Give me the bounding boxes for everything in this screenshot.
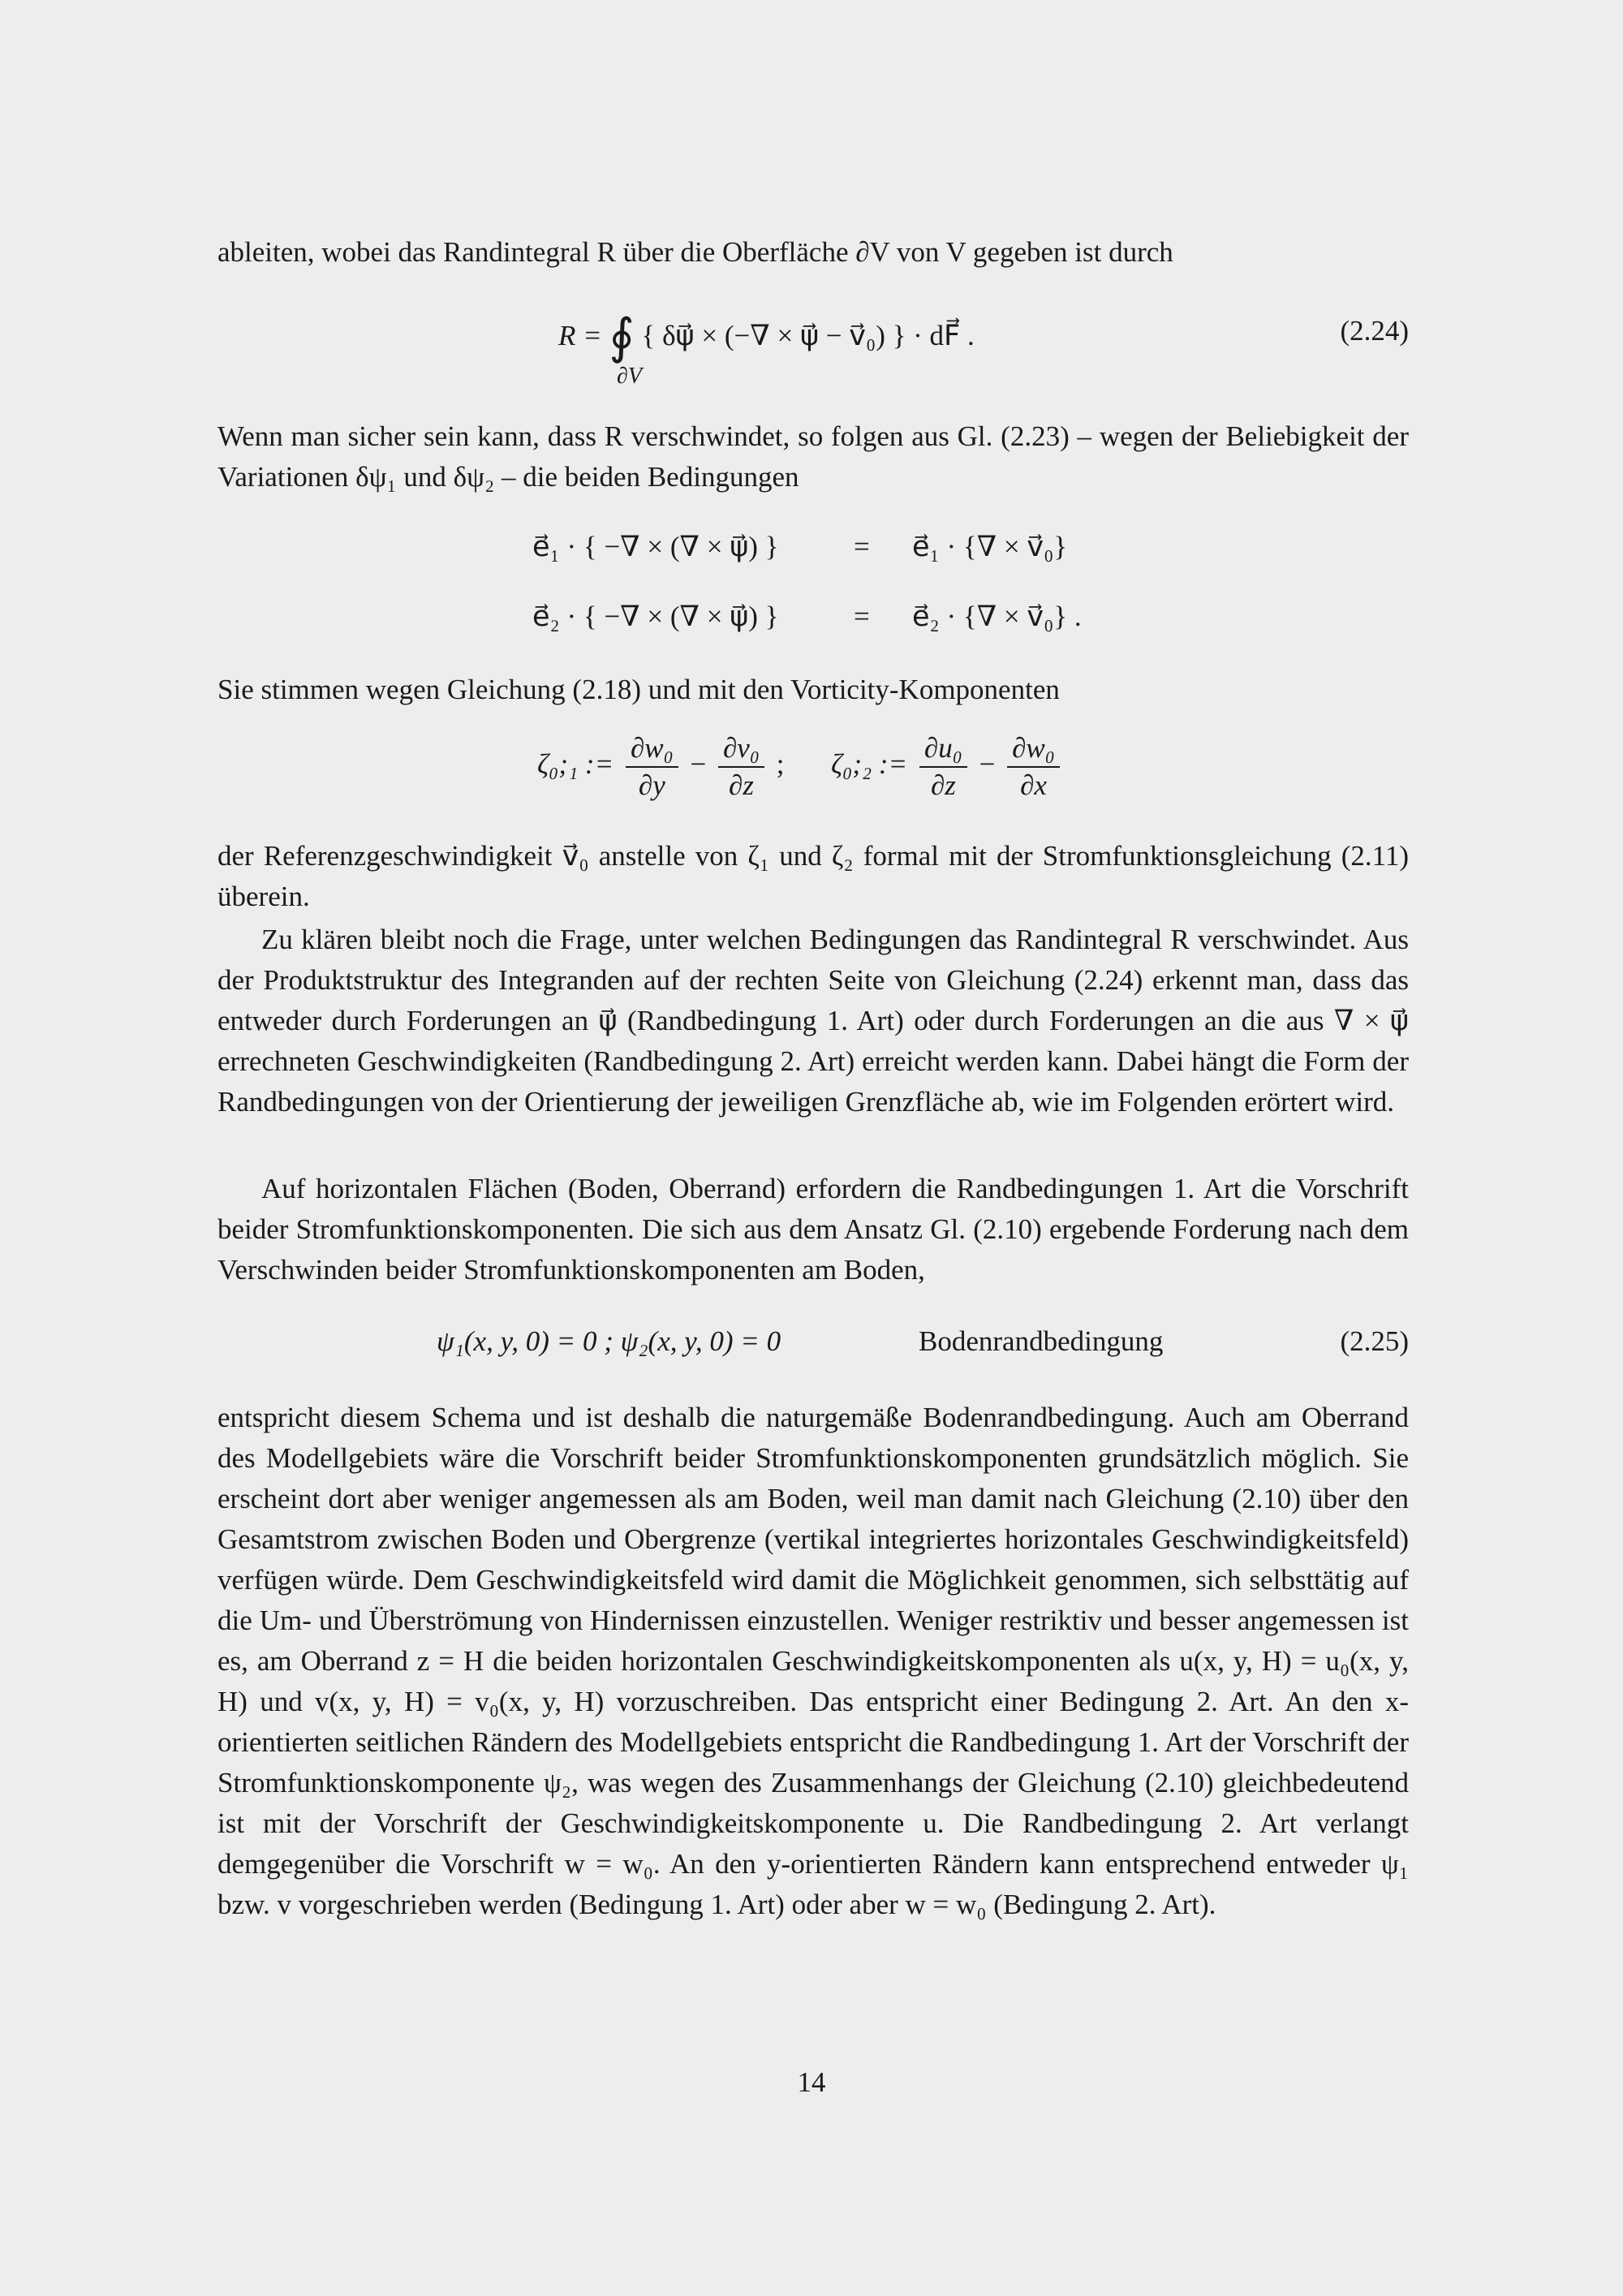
condition-1-relation: = [854,531,870,562]
fraction-denominator: ∂z [930,769,956,801]
equation-2-25: ψ₁(x, y, 0) = 0 ; ψ₂(x, y, 0) = 0 [437,1325,781,1357]
equation-2-24 [558,308,975,365]
zeta-2-lhs: ζ₀;₂ := [830,748,908,781]
condition-1-lhs: e⃗₁ · { −∇ × (∇ × ψ⃗) } [532,531,779,562]
paragraph-boundary-integral: Zu klären bleibt noch die Frage, unter welchen Bedingungen das Randintegral R verschwindet. Aus der Produktstruktur des Integranden auf der rechten Seite von Gleichung (2.24) erkennt man, dass das entweder durch Forderungen an ψ⃗ (Randbedingung 1. Art) oder durch Forderungen an die aus ∇ × ψ⃗ errechneten Geschwindigkeiten (Randbedingung 2. Art) erreicht werden kann. Dabei hängt die Form der Randbedingungen von der Orientierung der jeweiligen Grenzfläche ab, wie im Folgenden erörtert wird. [217,924,1409,1118]
fraction-denominator: ∂y [638,769,665,801]
paragraph-conditions: Wenn man sicher sein kann, dass R verschwindet, so folgen aus Gl. (2.23) – wegen der Beliebigkeit der Variationen δψ₁ und δψ₂ – die beiden Bedingungen [217,420,1409,493]
equation-2-25-label: Bodenrandbedingung [919,1325,1164,1357]
equation-2-24-lhs: R = [558,320,602,351]
condition-2-relation: = [854,601,870,632]
fraction-dv0-dz [718,730,764,803]
contour-integral-symbol: ∮ [609,310,635,364]
fraction-du0-dz [919,730,967,803]
fraction-dw0-dy [626,730,678,803]
separator: ; [776,748,785,781]
fraction-numerator: ∂u₀ [919,730,967,768]
page-number: 14 [797,2066,826,2098]
equation-2-25-number: (2.25) [1340,1325,1409,1357]
paragraph-boundary-conditions: entspricht diesem Schema und ist deshalb die naturgemäße Bodenrandbedingung. Auch am Oberrand des Modellgebiets wäre die Vorschrift beider Stromfunktionskomponenten grundsätzlich möglich. Sie erscheint dort aber weniger angemessen als am Boden, weil man damit nach Gleichung (2.10) über den Gesamtstrom zwischen Boden und Obergrenze (vertikal integriertes horizontales Geschwindigkeitsfeld) verfügen würde. Dem Geschwindigkeitsfeld wird damit die Möglichkeit genommen, sich selbsttätig auf die Um- und Überströmung von Hindernissen einzustellen. Weniger restriktiv und besser angemessen ist es, am Oberrand z = H die beiden horizontalen Geschwindigkeitskomponenten als u(x, y, H) = u₀(x, y, H) und v(x, y, H) = v₀(x, y, H) vorzuschreiben. Das entspricht einer Bedingung 2. Art. An den x-orientierten seitlichen Rändern des Modellgebiets entspricht die Randbedingung 1. Art der Vorschrift der Stromfunktionskomponente ψ₂, was wegen des Zusammenhangs der Gleichung (2.10) gleichbedeutend ist mit der Vorschrift der Geschwindigkeitskomponente u. Die Randbedingung 2. Art verlangt demgegenüber die Vorschrift w = w₀. An den y-orientierten Rändern kann entsprechend entweder ψ₁ bzw. v vorgeschrieben werden (Bedingung 1. Art) oder aber w = w₀ (Bedingung 2. Art). [217,1402,1409,1920]
vorticity-equation [537,730,1065,803]
paragraph-horizontal-surfaces: Auf horizontalen Flächen (Boden, Oberrand) erfordern die Randbedingungen 1. Art die Vorschrift beider Stromfunktionskomponenten. Die sich aus dem Ansatz Gl. (2.10) ergebende Forderung nach dem Verschwinden beider Stromfunktionskomponenten am Boden, [217,1173,1409,1286]
paragraph-intro: ableiten, wobei das Randintegral R über die Oberfläche ∂V von V gegeben ist durch [217,236,1173,268]
condition-1-rhs: e⃗₁ · {∇ × v⃗₀} [912,531,1068,562]
condition-2-rhs: e⃗₂ · {∇ × v⃗₀} . [912,601,1082,632]
paragraph-reference-velocity: der Referenzgeschwindigkeit v⃗₀ anstelle von ζ₁ und ζ₂ formal mit der Stromfunktionsgleichung (2.11) überein. [217,840,1409,912]
condition-equation-2 [532,601,778,633]
condition-equation-1 [532,531,778,563]
minus-sign: − [979,748,996,781]
fraction-denominator: ∂z [729,769,754,801]
fraction-numerator: ∂w₀ [1007,730,1060,768]
fraction-dw0-dx [1007,730,1060,803]
paragraph-vorticity: Sie stimmen wegen Gleichung (2.18) und mit den Vorticity-Komponenten [217,674,1060,705]
condition-2-lhs: e⃗₂ · { −∇ × (∇ × ψ⃗) } [532,601,779,632]
fraction-numerator: ∂v₀ [718,730,764,768]
equation-2-24-number: (2.24) [1340,315,1409,347]
minus-sign: − [690,748,707,781]
zeta-1-lhs: ζ₀;₁ := [537,748,614,781]
equation-2-24-body: { δψ⃗ × (−∇ × ψ⃗ − v⃗₀) } · dF⃗ . [641,320,975,351]
fraction-numerator: ∂w₀ [626,730,678,768]
fraction-denominator: ∂x [1020,769,1047,801]
equation-2-24-domain: ∂V [617,364,642,389]
